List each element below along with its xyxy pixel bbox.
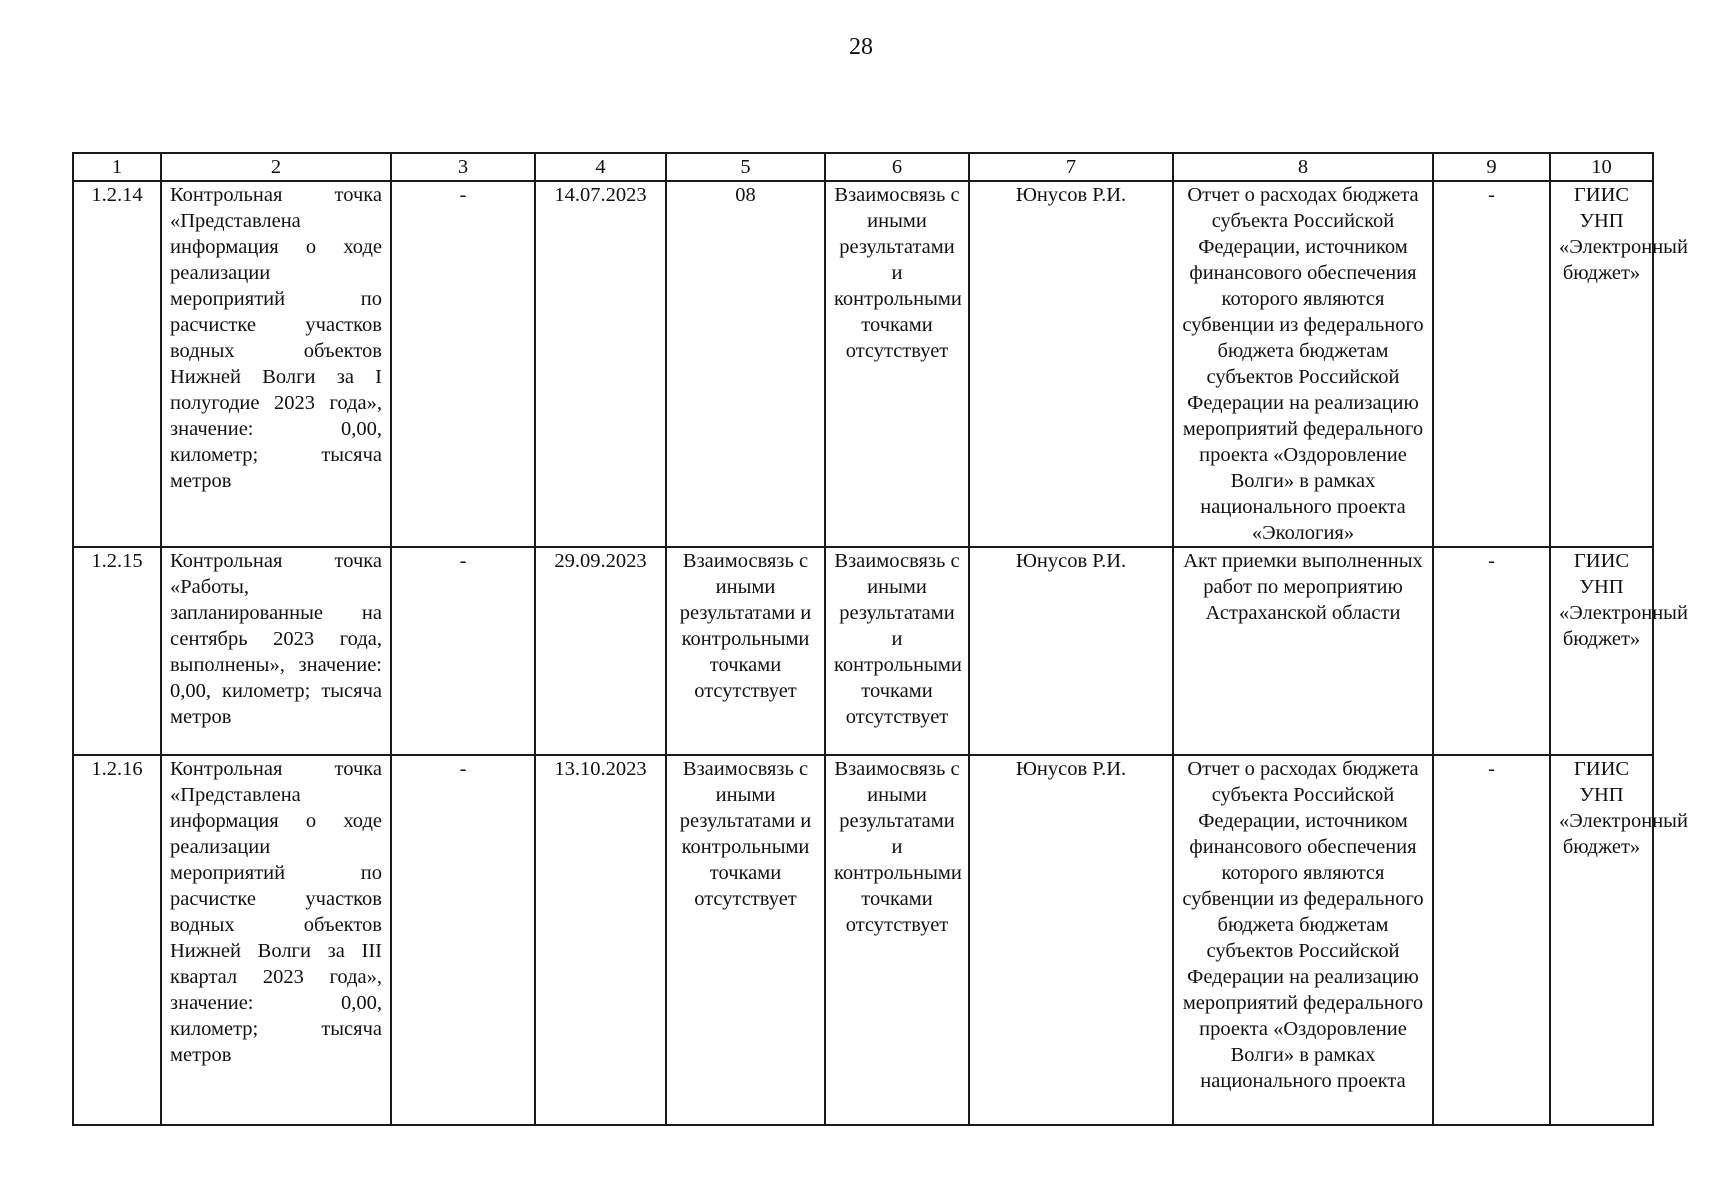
col9-value: -	[1433, 755, 1550, 1125]
responsible-person: Юнусов Р.И.	[969, 755, 1173, 1125]
table-row	[73, 547, 1653, 755]
header-cell-1: 1	[73, 153, 161, 181]
due-date: 13.10.2023	[535, 755, 666, 1125]
page-number: 28	[849, 34, 873, 60]
column-number-row	[73, 153, 1653, 181]
header-cell-5: 5	[666, 153, 825, 181]
item-number: 1.2.15	[73, 547, 161, 755]
responsible-person: Юнусов Р.И.	[969, 547, 1173, 755]
header-cell-7: 7	[969, 153, 1173, 181]
header-cell-3: 3	[391, 153, 535, 181]
confirming-document: Отчет о расходах бюджета субъекта Российской Федерации, источником финансового обеспечения которого являются субвенции из федерального бюджета бюджетам субъектов Российской Федерации на реализацию мероприятий федерального проекта «Оздоровление Волги» в рамках национального проекта	[1173, 755, 1433, 1125]
col5-value: Взаимосвязь с иными результатами и контрольными точками отсутствует	[666, 755, 825, 1125]
header-cell-8: 8	[1173, 153, 1433, 181]
due-date: 14.07.2023	[535, 181, 666, 547]
header-cell-4: 4	[535, 153, 666, 181]
col9-value: -	[1433, 181, 1550, 547]
col5-value: Взаимосвязь с иными результатами и контрольными точками отсутствует	[666, 547, 825, 755]
col3-value: -	[391, 547, 535, 755]
col6-value: Взаимосвязь с иными результатами и контрольными точками отсутствует	[825, 181, 969, 547]
responsible-person: Юнусов Р.И.	[969, 181, 1173, 547]
table-row	[73, 755, 1653, 1125]
information-system: ГИИС УНП «Электронный бюджет»	[1550, 547, 1653, 755]
control-point-name: Контрольная точка «Представлена информация о ходе реализации мероприятий по расчистке участков водных объектов Нижней Волги за I полугодие 2023 года», значение: 0,00, километр; тысяча метров	[161, 181, 391, 547]
col6-value: Взаимосвязь с иными результатами и контрольными точками отсутствует	[825, 755, 969, 1125]
col3-value: -	[391, 755, 535, 1125]
header-cell-9: 9	[1433, 153, 1550, 181]
item-number: 1.2.14	[73, 181, 161, 547]
information-system: ГИИС УНП «Электронный бюджет»	[1550, 755, 1653, 1125]
header-cell-6: 6	[825, 153, 969, 181]
item-number: 1.2.16	[73, 755, 161, 1125]
control-points-table	[72, 152, 1688, 1126]
information-system: ГИИС УНП «Электронный бюджет»	[1550, 181, 1653, 547]
col9-value: -	[1433, 547, 1550, 755]
due-date: 29.09.2023	[535, 547, 666, 755]
col6-value: Взаимосвязь с иными результатами и контрольными точками отсутствует	[825, 547, 969, 755]
col3-value: -	[391, 181, 535, 547]
control-point-name: Контрольная точка «Представлена информация о ходе реализации мероприятий по расчистке участков водных объектов Нижней Волги за III квартал 2023 года», значение: 0,00, километр; тысяча метров	[161, 755, 391, 1125]
control-point-name: Контрольная точка «Работы, запланированные на сентябрь 2023 года, выполнены», значение: 0,00, километр; тысяча метров	[161, 547, 391, 755]
col5-value: 08	[666, 181, 825, 547]
confirming-document: Акт приемки выполненных работ по мероприятию Астраханской области	[1173, 547, 1433, 755]
confirming-document: Отчет о расходах бюджета субъекта Российской Федерации, источником финансового обеспечения которого являются субвенции из федерального бюджета бюджетам субъектов Российской Федерации на реализацию мероприятий федерального проекта «Оздоровление Волги» в рамках национального проекта «Экология»	[1173, 181, 1433, 547]
header-cell-2: 2	[161, 153, 391, 181]
header-cell-10: 10	[1550, 153, 1653, 181]
table-row	[73, 181, 1653, 547]
